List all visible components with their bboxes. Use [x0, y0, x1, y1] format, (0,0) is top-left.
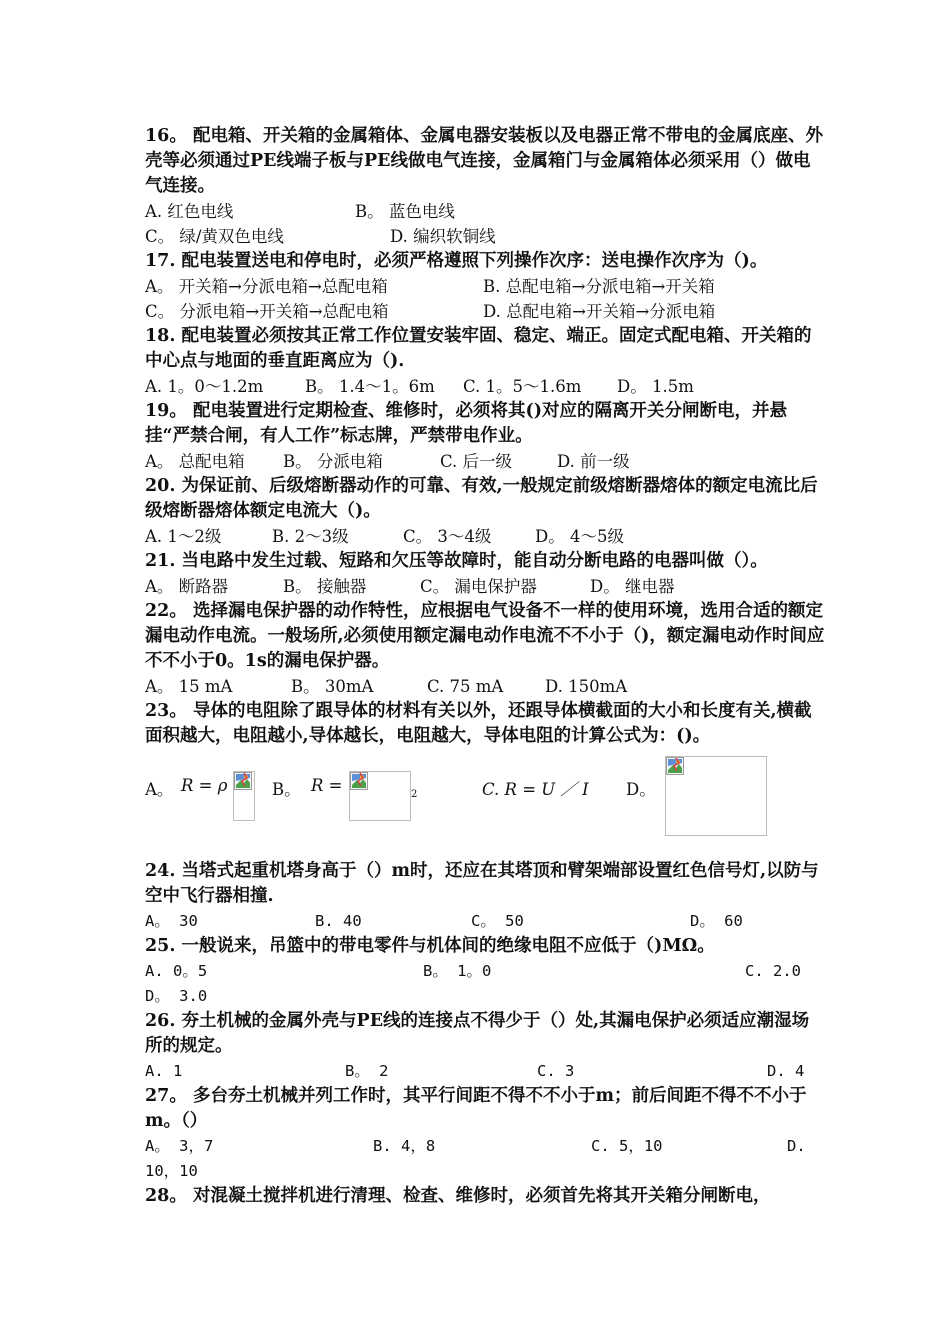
option-c: C。 分派电箱→开关箱→总配电箱 [145, 302, 389, 321]
options-22 [145, 674, 825, 699]
question-17: 17. 配电装置送电和停电时，必须严格遵照下列操作次序：送电操作次序为（)。 [145, 251, 768, 271]
option-d-prefix: D。 [626, 780, 656, 799]
option-b: B. 40 [315, 912, 362, 930]
option-b: B。 接触器 [283, 577, 367, 596]
question-27: 27。 多台夯土机械并列工作时，其平行间距不得不不小于m；前后间距不得不不小于m。（） [145, 1086, 807, 1131]
question-18: 18. 配电装置必须按其正常工作位置安装牢固、稳定、端正。固定式配电箱、开关箱的中心点与地面的垂直距离应为（). [145, 326, 812, 371]
option-d: D。 1.5m [617, 377, 694, 396]
options-19 [145, 449, 825, 474]
option-a-formula: R = ρ [181, 776, 228, 795]
question-23: 23。 导体的电阻除了跟导体的材料有关以外，还跟导体横截面的大小和长度有关,横截面积越大，电阻越小,导体越长，电阻越大，导体电阻的计算公式为：()。 [145, 701, 812, 746]
formula-image-a [233, 771, 255, 821]
option-c: C. 1。5～1.6m [463, 377, 582, 396]
option-d: D。 4～5级 [535, 527, 624, 546]
option-a-prefix: A。 [145, 780, 174, 799]
option-b: B. 2～3级 [272, 527, 349, 546]
option-b: B. 4，8 [373, 1137, 436, 1155]
question-20: 20. 为保证前、后级熔断器动作的可靠、有效,一般规定前级熔断器熔体的额定电流比后级熔断器熔体额定电流大（)。 [145, 476, 818, 521]
option-d: D. 总配电箱→开关箱→分派电箱 [483, 302, 716, 321]
option-c: C. 5，10 [591, 1137, 663, 1155]
option-d: D. 编织软铜线 [390, 227, 496, 246]
option-b: B。 分派电箱 [283, 452, 383, 471]
question-22: 22。 选择漏电保护器的动作特性，应根据电气设备不一样的使用环境，选用合适的额定漏电动作电流。一般场所,必须使用额定漏电动作电流不不小于（)，额定漏电动作时间应不不小于0。1s的漏电保护器。 [145, 601, 825, 671]
options-20 [145, 524, 825, 549]
option-a: A. 红色电线 [145, 202, 234, 221]
options-25-row1 [145, 959, 825, 984]
options-24 [145, 909, 825, 934]
options-17-row2 [145, 299, 825, 324]
formula-image-b [349, 771, 411, 821]
options-27-row1 [145, 1134, 825, 1159]
options-23 [145, 749, 825, 859]
option-c: C. R = U ／ I [482, 780, 589, 799]
question-24: 24. 当塔式起重机塔身高于（）m时，还应在其塔顶和臂架端部设置红色信号灯,以防与空中飞行器相撞. [145, 861, 819, 906]
options-16-row2 [145, 224, 825, 249]
option-a: A。 30 [145, 912, 198, 930]
option-c: C. 3 [537, 1062, 575, 1080]
option-a: A。 15 mA [145, 677, 233, 696]
option-b: B。 30mA [291, 677, 374, 696]
option-c: C. 后一级 [440, 452, 513, 471]
option-d: D. [787, 1137, 806, 1155]
question-28: 28。 对混凝土搅拌机进行清理、检查、维修时，必须首先将其开关箱分闸断电， [145, 1186, 771, 1206]
option-a: A。 开关箱→分派电箱→总配电箱 [145, 277, 388, 296]
option-c: C。 3～4级 [403, 527, 492, 546]
option-d: D. 前一级 [557, 452, 630, 471]
option-b-subscript: 2 [411, 789, 418, 800]
option-a: A. 1～2级 [145, 527, 222, 546]
question-26: 26. 夯土机械的金属外壳与PE线的连接点不得少于（）处,其漏电保护必须适应潮湿场所的规定。 [145, 1011, 810, 1056]
option-c: C。 绿/黄双色电线 [145, 227, 284, 246]
broken-image-icon [234, 772, 252, 790]
broken-image-icon [350, 772, 368, 790]
options-21 [145, 574, 825, 599]
option-d: D。 继电器 [590, 577, 675, 596]
option-b: B。 1。0 [423, 962, 492, 980]
option-a: A。 3，7 [145, 1137, 214, 1155]
option-d: D. 150mA [545, 677, 628, 696]
option-b-formula: R = [311, 776, 343, 795]
options-17-row1 [145, 274, 825, 299]
option-a: A. 0。5 [145, 962, 208, 980]
exam-page [145, 124, 825, 1209]
option-d: D。 3.0 [145, 987, 208, 1005]
question-25: 25. 一般说来，吊篮中的带电零件与机体间的绝缘电阻不应低于（)MΩ。 [145, 936, 715, 956]
question-16: 16。 配电箱、开关箱的金属箱体、金属电器安装板以及电器正常不带电的金属底座、外壳等必须通过PE线端子板与PE线做电气连接，金属箱门与金属箱体必须采用（）做电气连接。 [145, 126, 823, 196]
option-a: A. 1 [145, 1062, 183, 1080]
option-c: C。 漏电保护器 [420, 577, 537, 596]
option-c: C. 75 mA [427, 677, 504, 696]
question-21: 21. 当电路中发生过载、短路和欠压等故障时，能自动分断电路的电器叫做（）。 [145, 551, 768, 571]
option-d: D. 4 [767, 1062, 805, 1080]
question-19: 19。 配电装置进行定期检查、维修时，必须将其()对应的隔离开关分闸断电，并悬挂“严禁合闸，有人工作”标志牌，严禁带电作业。 [145, 401, 788, 446]
options-25-row2 [145, 984, 825, 1009]
option-a: A。 总配电箱 [145, 452, 245, 471]
option-b: B。 蓝色电线 [355, 202, 455, 221]
option-b: B。 2 [345, 1062, 389, 1080]
option-b: B. 总配电箱→分派电箱→开关箱 [483, 277, 715, 296]
options-27-row2 [145, 1159, 825, 1184]
options-18 [145, 374, 825, 399]
options-26 [145, 1059, 825, 1084]
option-b: B。 1.4～1。6m [305, 377, 435, 396]
option-c: C. 2.0 [745, 962, 801, 980]
options-16-row1 [145, 199, 825, 224]
broken-image-icon [666, 757, 684, 775]
formula-image-d [665, 756, 767, 836]
option-a: A. 1。0～1.2m [145, 377, 264, 396]
option-b-prefix: B。 [272, 780, 301, 799]
option-a: A。 断路器 [145, 577, 229, 596]
option-c: C。 50 [471, 912, 524, 930]
option-d: D。 60 [690, 912, 743, 930]
option-d-value: 10，10 [145, 1162, 198, 1180]
